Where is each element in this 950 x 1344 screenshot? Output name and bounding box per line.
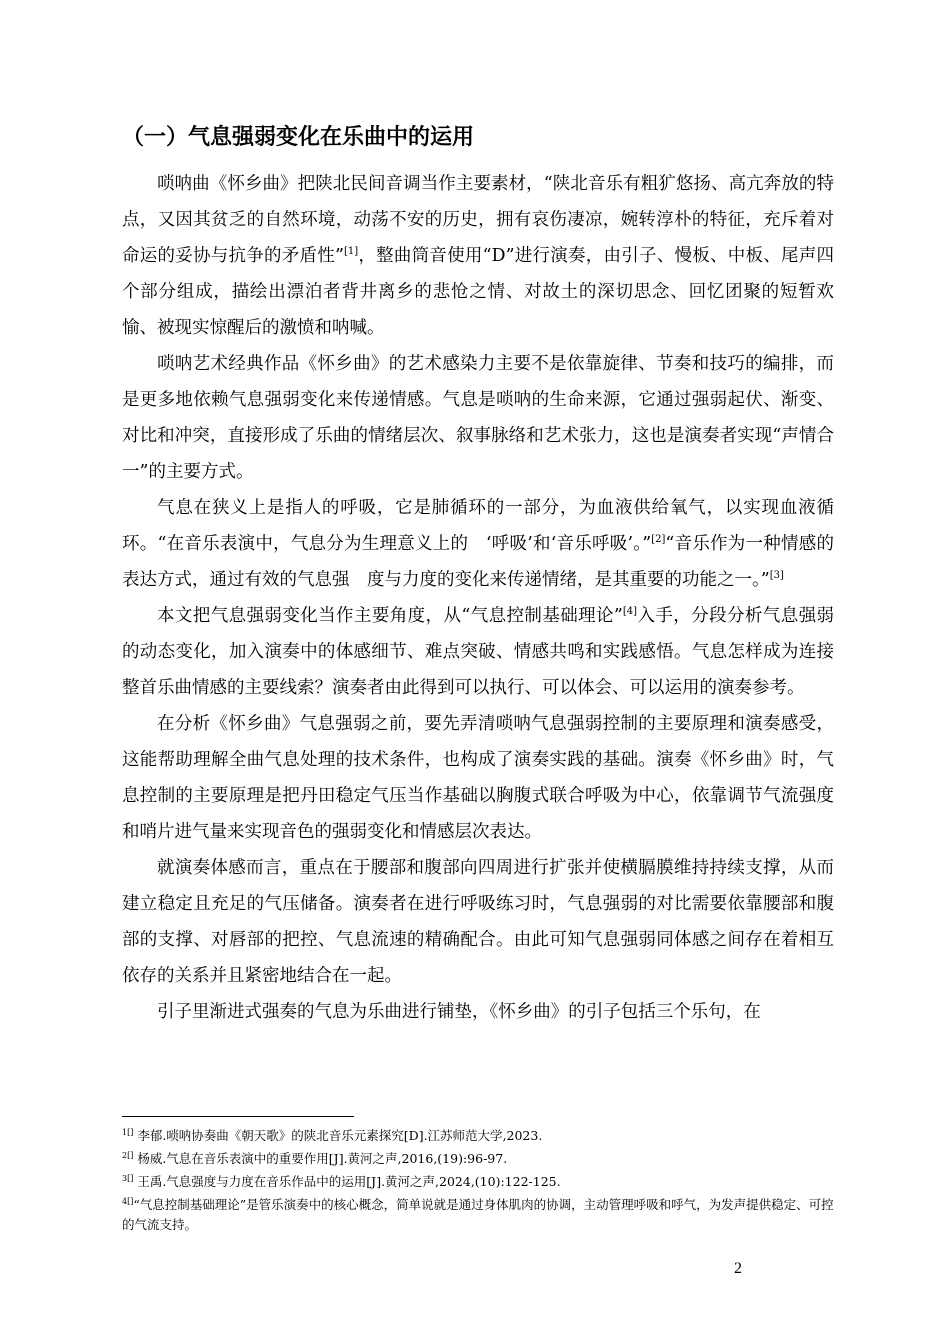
footnote-4 <box>122 1195 834 1235</box>
paragraph-7 <box>122 994 834 1030</box>
footnote-number: 3[] <box>122 1174 134 1183</box>
footnotes <box>122 1126 834 1238</box>
paragraph-text: ，整曲筒音使用“D”进行演奏，由引子、慢板、中板、尾声四个部分组成，描绘出漂泊者背井离乡的悲怆之情、对故土的深切思念、回忆团聚的短暂欢愉、被现实惊醒后的激愤和呐喊。 <box>122 246 834 338</box>
footnote-3 <box>122 1172 834 1192</box>
paragraph-text: 在分析《怀乡曲》气息强弱之前，要先弄清唢呐气息强弱控制的主要原理和演奏感受，这能帮助理解全曲气息处理的技术条件，也构成了演奏实践的基础。演奏《怀乡曲》时，气息控制的主要原理是把丹田稳定气压当作基础以胸腹式联合呼吸为中心，依靠调节气流强度和哨片进气量来实现音色的强弱变化和情感层次表达。 <box>122 714 834 842</box>
footnote-number: 2[] <box>122 1151 134 1160</box>
paragraph-2 <box>122 346 834 490</box>
body-text <box>122 166 834 1030</box>
footnote-separator <box>122 1116 354 1117</box>
paragraph-6 <box>122 850 834 994</box>
footnote-2 <box>122 1149 834 1169</box>
paragraph-text: 入手，分段分析气息强弱的动态变化，加入演奏中的体感细节、难点突破、情感共鸣和实践感悟。气息怎样成为连接整首乐曲情感的主要线索？演奏者由此得到可以执行、可以体会、可以运用的演奏参考。 <box>122 606 834 698</box>
paragraph-1 <box>122 166 834 346</box>
footnote-text: 王禹.气息强度与力度在音乐作品中的运用[J].黄河之声,2024,(10):122-125. <box>137 1174 561 1189</box>
footnote-ref-1[interactable]: [1] <box>343 246 359 257</box>
paragraph-text: 就演奏体感而言，重点在于腰部和腹部向四周进行扩张并使横膈膜维持持续支撑，从而建立稳定且充足的气压储备。演奏者在进行呼吸练习时，气息强弱的对比需要依靠腰部和腹部的支撑、对唇部的把控、气息流速的精确配合。由此可知气息强弱同体感之间存在着相互依存的关系并且紧密地结合在一起。 <box>122 858 834 986</box>
paragraph-3 <box>122 490 834 598</box>
footnote-ref-3[interactable]: [3] <box>769 570 784 581</box>
footnote-1 <box>122 1126 834 1146</box>
footnote-text: 李郁.唢呐协奏曲《朝天歌》的陕北音乐元素探究[D].江苏师范大学,2023. <box>137 1128 543 1143</box>
paragraph-text: 唢呐曲《怀乡曲》把陕北民间音调当作主要素材，“陕北音乐有粗犷悠扬、高亢奔放的特点，又因其贫乏的自然环境，动荡不安的历史，拥有哀伤凄凉，婉转淳朴的特征，充斥着对命运的妥协与抗争的矛盾性” <box>122 174 834 266</box>
paragraph-4 <box>122 598 834 706</box>
paragraph-5 <box>122 706 834 850</box>
footnote-number: 1[] <box>122 1128 134 1137</box>
footnote-text: 杨威.气息在音乐表演中的重要作用[J].黄河之声,2016,(19):96-97. <box>137 1151 508 1166</box>
footnote-number: 4[] <box>122 1197 134 1206</box>
footnote-text: “气息控制基础理论”是管乐演奏中的核心概念，简单说就是通过身体肌肉的协调，主动管理呼吸和呼气，为发声提供稳定、可控的气流支持。 <box>122 1197 834 1232</box>
section-heading: （一）气息强弱变化在乐曲中的运用 <box>122 125 475 150</box>
footnote-ref-4[interactable]: [4] <box>622 606 638 617</box>
page-number: 2 <box>734 1260 742 1277</box>
paragraph-text: 气息在狭义上是指人的呼吸，它是肺循环的一部分，为血液供给氧气，以实现血液循环。“在音乐表演中，气息分为生理意义上的 ‘呼吸’和‘音乐呼吸’。” <box>122 498 834 554</box>
paragraph-text: 唢呐艺术经典作品《怀乡曲》的艺术感染力主要不是依靠旋律、节奏和技巧的编排，而是更多地依赖气息强弱变化来传递情感。气息是唢呐的生命来源，它通过强弱起伏、渐变、对比和冲突，直接形成了乐曲的情绪层次、叙事脉络和艺术张力，这也是演奏者实现“声情合一”的主要方式。 <box>122 354 834 482</box>
paragraph-text: “音乐作为一种情感的表达方式，通过有效的气息强 度与力度的变化来传递情绪，是其重要的功能之一。” <box>122 534 834 590</box>
footnote-ref-2[interactable]: [2] <box>651 534 666 545</box>
paragraph-text: 本文把气息强弱变化当作主要角度，从“气息控制基础理论” <box>157 606 623 626</box>
paragraph-text: 引子里渐进式强奏的气息为乐曲进行铺垫，《怀乡曲》的引子包括三个乐句，在 <box>157 1002 761 1022</box>
